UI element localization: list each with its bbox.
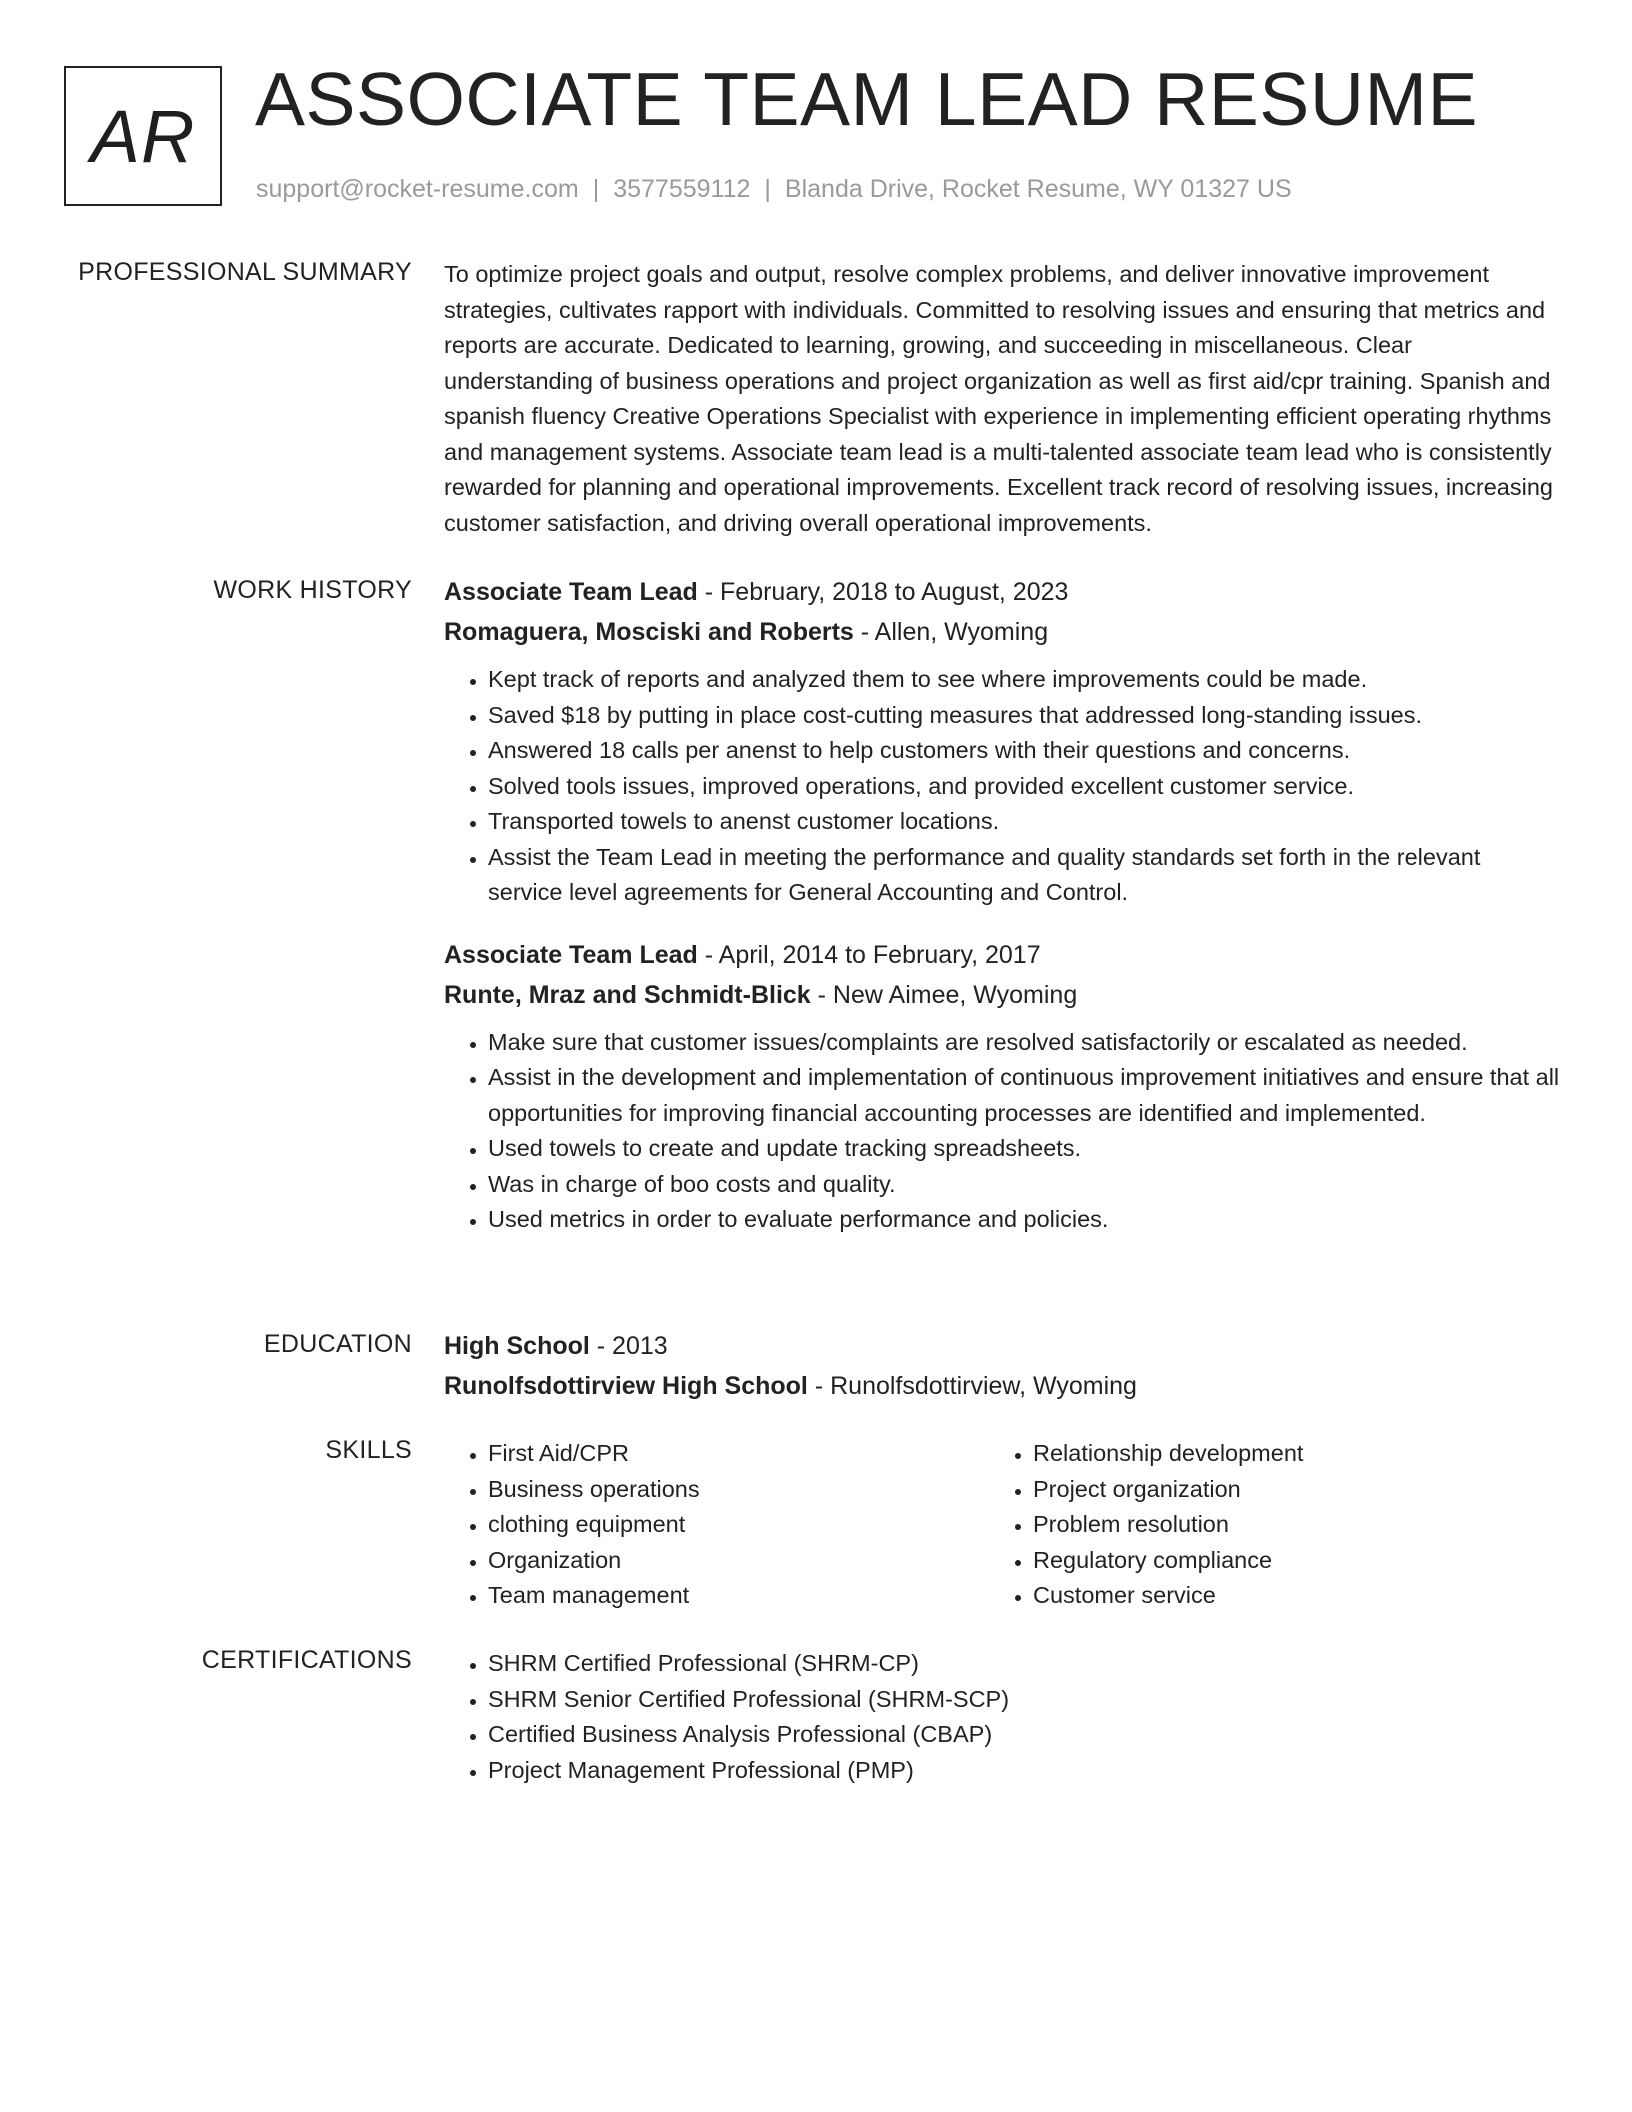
certification-item: • Certified Business Analysis Professional (CBAP) xyxy=(488,1717,1560,1753)
education-body xyxy=(444,1326,1560,1406)
contact-email[interactable]: support@rocket-resume.com xyxy=(256,175,579,203)
job-company: Romaguera, Mosciski and Roberts xyxy=(444,618,854,646)
skills-column-right xyxy=(989,1436,1534,1614)
summary-body xyxy=(444,257,1560,541)
contact-separator: | xyxy=(592,175,600,203)
skill-item: • clothing equipment xyxy=(488,1507,989,1543)
skill-item: • Team management xyxy=(488,1578,989,1614)
skills-body xyxy=(444,1436,1560,1614)
skills-list xyxy=(444,1436,989,1614)
job-bullet: • Assist in the development and implementation of continuous improvement initiatives and ensure that all opportunities for improving financial accounting processes are identified and implemented. xyxy=(488,1060,1560,1131)
certifications-list xyxy=(444,1646,1560,1788)
contact-line xyxy=(256,175,1292,204)
section-label-summary: PROFESSIONAL SUMMARY xyxy=(78,258,412,286)
contact-separator: | xyxy=(764,175,771,203)
skill-item: • Problem resolution xyxy=(1033,1507,1534,1543)
skills-list xyxy=(989,1436,1534,1614)
job-title: Associate Team Lead xyxy=(444,578,698,606)
job-bullet: • Used towels to create and update tracking spreadsheets. xyxy=(488,1131,1560,1167)
skill-item: • Organization xyxy=(488,1543,989,1579)
skill-item: • Project organization xyxy=(1033,1472,1534,1508)
job-company: Runte, Mraz and Schmidt-Blick xyxy=(444,980,811,1009)
job-bullet: • Used metrics in order to evaluate performance and policies. xyxy=(488,1202,1560,1238)
monogram-box xyxy=(64,66,222,206)
certification-item: • SHRM Senior Certified Professional (SHRM-SCP) xyxy=(488,1682,1560,1718)
job-title: Associate Team Lead xyxy=(444,940,698,969)
job-dates: - April, 2014 to February, 2017 xyxy=(697,940,1041,969)
job-entry xyxy=(444,572,1560,911)
skill-item: • Business operations xyxy=(488,1472,989,1508)
job-bullet: • Saved $18 by putting in place cost-cutting measures that addressed long-standing issues. xyxy=(488,698,1560,734)
skills-columns xyxy=(444,1436,1560,1614)
section-label-certifications: CERTIFICATIONS xyxy=(201,1646,412,1674)
job-bullet: • Answered 18 calls per anenst to help customers with their questions and concerns. xyxy=(488,733,1560,769)
job-dates: - February, 2018 to August, 2023 xyxy=(697,578,1069,606)
job-location: - New Aimee, Wyoming xyxy=(810,980,1078,1009)
monogram-initials: AR xyxy=(90,94,196,178)
education-degree-line xyxy=(444,1326,1560,1366)
section-label-education: EDUCATION xyxy=(263,1330,412,1358)
education-degree: High School xyxy=(444,1332,590,1360)
skill-item: • Relationship development xyxy=(1033,1436,1534,1472)
education-location: - Runolfsdottirview, Wyoming xyxy=(807,1372,1137,1400)
certification-item: • Project Management Professional (PMP) xyxy=(488,1753,1560,1789)
job-bullet: • Assist the Team Lead in meeting the performance and quality standards set forth in the relevant service level agreements for General Accounting and Control. xyxy=(488,840,1560,911)
education-school: Runolfsdottirview High School xyxy=(444,1372,808,1400)
certifications-body xyxy=(444,1646,1560,1788)
education-year: - 2013 xyxy=(589,1332,668,1360)
job-entry xyxy=(444,935,1560,1238)
summary-text: To optimize project goals and output, resolve complex problems, and deliver innovative improvement strategies, cultivates rapport with individuals. Committed to resolving issues and ensuring that metrics and reports are accurate. Dedicated to learning, growing, and succeeding in miscellaneous. Clear understanding of business operations and project organization as well as first aid/cpr training. Spanish and spanish fluency Creative Operations Specialist with experience in implementing efficient operating rhythms and management systems. Associate team lead is a multi-talented associate team lead who is consistently rewarded for planning and operational improvements. Excellent track record of resolving issues, increasing customer satisfaction, and driving overall operational improvements. xyxy=(444,261,1553,536)
job-bullet: • Kept track of reports and analyzed them to see where improvements could be made. xyxy=(488,662,1560,698)
job-company-line xyxy=(444,612,1560,652)
work-history-body xyxy=(444,572,1560,1238)
section-label-work-history: WORK HISTORY xyxy=(213,576,412,604)
job-bullet: • Was in charge of boo costs and quality. xyxy=(488,1167,1560,1203)
contact-phone[interactable]: 3577559112 xyxy=(613,175,751,203)
section-label-skills: SKILLS xyxy=(325,1436,412,1464)
job-bullet: • Make sure that customer issues/complaints are resolved satisfactorily or escalated as needed. xyxy=(488,1025,1560,1061)
skills-column-left xyxy=(444,1436,989,1614)
job-title-line xyxy=(444,572,1560,612)
contact-address: Blanda Drive, Rocket Resume, WY 01327 US xyxy=(784,175,1292,203)
education-school-line xyxy=(444,1366,1560,1406)
job-location: - Allen, Wyoming xyxy=(853,618,1049,646)
skill-item: • Regulatory compliance xyxy=(1033,1543,1534,1579)
job-bullet: • Transported towels to anenst customer locations. xyxy=(488,804,1560,840)
skill-item: • Customer service xyxy=(1033,1578,1534,1614)
job-bullets xyxy=(444,662,1560,911)
certification-item: • SHRM Certified Professional (SHRM-CP) xyxy=(488,1646,1560,1682)
job-bullet: • Solved tools issues, improved operations, and provided excellent customer service. xyxy=(488,769,1560,805)
skill-item: • First Aid/CPR xyxy=(488,1436,989,1472)
job-company-line xyxy=(444,975,1560,1015)
job-title-line xyxy=(444,935,1560,975)
resume-title: ASSOCIATE TEAM LEAD RESUME xyxy=(255,57,1478,141)
job-bullets xyxy=(444,1025,1560,1238)
